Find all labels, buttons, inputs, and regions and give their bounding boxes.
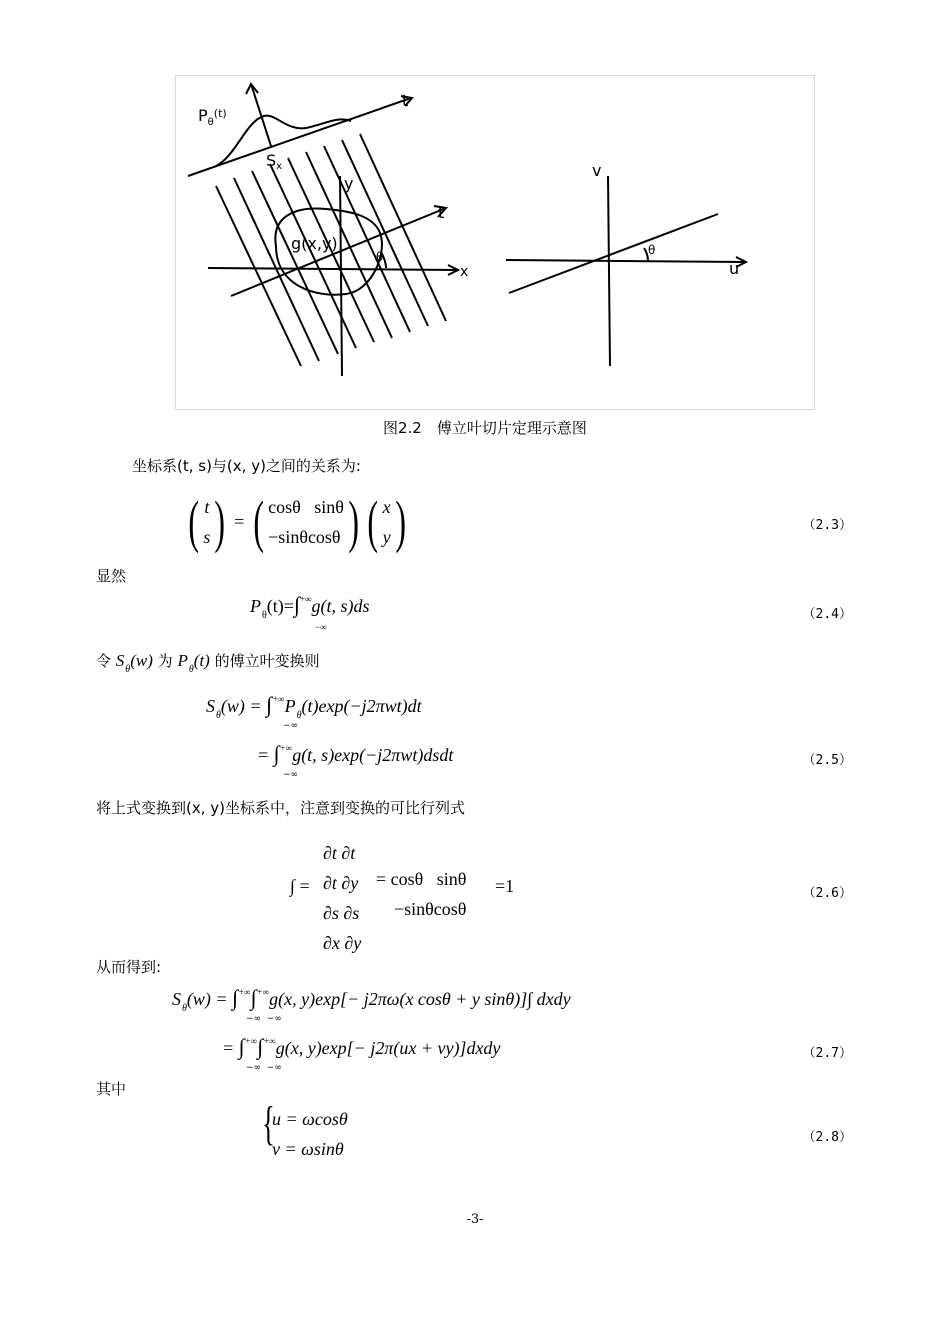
eq-number-2-4: （2.4）	[802, 607, 852, 622]
eq-number-2-8: （2.8）	[802, 1130, 852, 1145]
equation-2-5-line1: $S_\theta(w) = \int^{+\infty}P_\theta(t)\exp(-j2\pi wt)dt$	[206, 692, 422, 721]
label-theta-left: θ	[376, 250, 384, 264]
transform-text: 将上式变换到(x, y)坐标系中，注意到变换的可比行列式	[96, 799, 465, 817]
eq7-lower-limits-2: −∞ −∞	[246, 1063, 282, 1073]
label-x: x	[460, 264, 469, 280]
label-u: u	[729, 259, 740, 278]
label-t-mid: t	[438, 203, 445, 222]
equation-2-5-line2: = ∫+∞g(t, s)exp(−j2πwt)dsdt	[257, 741, 454, 766]
eq-number-2-6: （2.6）	[802, 886, 852, 901]
eq5-lower-limit-2: −∞	[283, 770, 299, 780]
eq-number-2-7: （2.7）	[802, 1046, 852, 1061]
label-s: Sx	[266, 151, 283, 172]
intro-text: 坐标系(t, s)与(x, y)之间的关系为:	[132, 457, 361, 475]
equation-2-6-result: =1	[495, 876, 515, 896]
equation-2-6-j: ∫ =	[290, 876, 310, 896]
figure-caption: 图2.2 傅立叶切片定理示意图	[383, 419, 587, 437]
label-p-theta: $P_\theta^{(t)}$	[198, 106, 227, 128]
thus-text: 从而得到:	[96, 958, 162, 976]
label-t-top: t	[402, 91, 409, 110]
equation-2-3: ( t s ) = ( cosθ sinθ −sinθcosθ ) ( x y )	[188, 489, 406, 554]
eq5-lower-limit-1: −∞	[283, 721, 299, 731]
equation-2-7-line1: $S_\theta(w) = \int^{+\infty}\int^{+\infty}g(x$, y)exp[− j2πω(x cosθ + y sinθ)]∫ dxdy	[172, 985, 571, 1014]
label-y: y	[344, 174, 354, 193]
equation-2-7-line2: = ∫+∞∫+∞g(x, y)exp[− j2π(ux + vy)]dxdy	[222, 1034, 501, 1059]
label-v: v	[592, 161, 602, 180]
label-g: g(x,y)	[291, 234, 338, 253]
equation-2-8-lines: u = ωcosθ v = ωsinθ	[272, 1109, 348, 1159]
equation-2-8: {	[262, 1097, 275, 1150]
label-theta-right: θ	[648, 243, 656, 257]
equation-2-6-matrix: = cosθ sinθ −sinθcosθ	[376, 869, 467, 919]
obviously-text: 显然	[96, 567, 127, 585]
eq7-lower-limits-1: −∞ −∞	[246, 1014, 282, 1024]
eq-number-2-3: （2.3）	[802, 518, 852, 533]
let-sentence: 令 $S_\theta(w)$ 为 $P_\theta(t)$ 的傅立叶变换则	[96, 651, 320, 675]
equation-2-6-derivs: ∂t ∂t ∂t ∂y ∂s ∂s ∂x ∂y	[323, 843, 362, 953]
fourier-slice-diagram	[176, 76, 816, 411]
equation-2-4: $P_\theta(t)=\int^{+\infty}g(t$, s)ds −∞	[250, 592, 370, 632]
where-text: 其中	[96, 1080, 127, 1098]
eq-number-2-5: （2.5）	[802, 753, 852, 768]
figure-frame	[175, 75, 815, 410]
page-number: -3-	[466, 1212, 484, 1227]
